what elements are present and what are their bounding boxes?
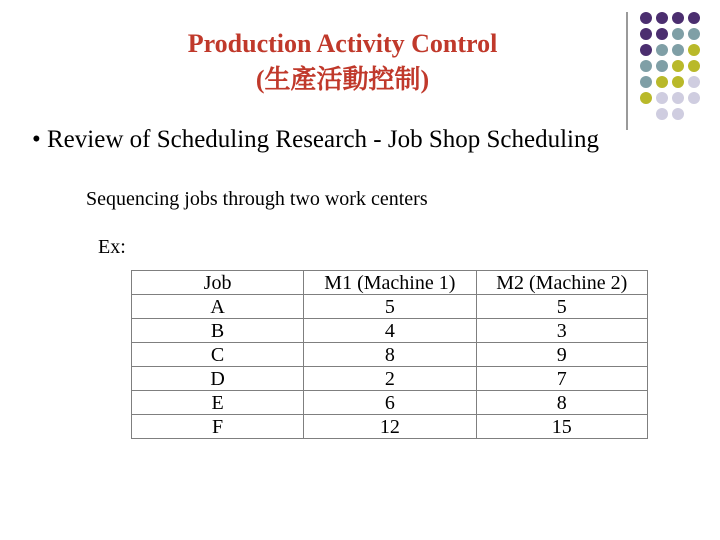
cell-job: E <box>132 391 304 415</box>
cell-job: F <box>132 415 304 439</box>
decorative-dot <box>688 60 700 72</box>
table-row <box>132 391 648 415</box>
subheading: Sequencing jobs through two work centers <box>86 188 428 210</box>
decorative-dot <box>672 60 684 72</box>
decorative-dot <box>672 44 684 56</box>
decorative-dot <box>672 12 684 24</box>
decorative-dot <box>640 28 652 40</box>
table-row <box>132 295 648 319</box>
decorative-dot <box>656 60 668 72</box>
cell-m2: 5 <box>476 295 647 319</box>
decorative-dot <box>672 76 684 88</box>
slide-title <box>120 26 565 98</box>
decorative-dot <box>640 44 652 56</box>
title-line-2: (生產活動控制) <box>255 65 430 94</box>
header-job: Job <box>132 271 304 295</box>
example-label: Ex: <box>98 236 126 258</box>
cell-job: C <box>132 343 304 367</box>
decorative-dot <box>672 108 684 120</box>
table-row <box>132 343 648 367</box>
decorative-dot <box>688 44 700 56</box>
job-times-table <box>131 270 648 439</box>
cell-m1: 6 <box>304 391 476 415</box>
decorative-dot <box>656 28 668 40</box>
decorative-dot <box>640 76 652 88</box>
header-m1: M1 (Machine 1) <box>304 271 476 295</box>
cell-m1: 8 <box>304 343 476 367</box>
cell-m1: 5 <box>304 295 476 319</box>
decorative-dot <box>640 60 652 72</box>
cell-m1: 4 <box>304 319 476 343</box>
decorative-dot <box>672 92 684 104</box>
cell-job: D <box>132 367 304 391</box>
decorative-divider-line <box>626 12 628 130</box>
decorative-dot <box>656 44 668 56</box>
table-header-row <box>132 271 648 295</box>
decorative-dot <box>656 108 668 120</box>
decorative-dot <box>656 12 668 24</box>
cell-m2: 9 <box>476 343 647 367</box>
header-m2: M2 (Machine 2) <box>476 271 647 295</box>
cell-job: B <box>132 319 304 343</box>
table-row <box>132 319 648 343</box>
decorative-dot <box>688 76 700 88</box>
decorative-dot <box>688 28 700 40</box>
decorative-dot <box>640 12 652 24</box>
cell-m1: 2 <box>304 367 476 391</box>
decorative-dot <box>688 12 700 24</box>
cell-m2: 7 <box>476 367 647 391</box>
decorative-dot <box>672 28 684 40</box>
decorative-dot <box>688 92 700 104</box>
table-row <box>132 415 648 439</box>
decorative-dot <box>656 76 668 88</box>
cell-m2: 15 <box>476 415 647 439</box>
cell-job: A <box>132 295 304 319</box>
title-line-1: Production Activity Control <box>187 29 498 58</box>
cell-m1: 12 <box>304 415 476 439</box>
decorative-dot <box>656 92 668 104</box>
bullet-point: • Review of Scheduling Research - Job Shop Scheduling <box>32 126 599 153</box>
decorative-dot-grid <box>638 12 718 112</box>
cell-m2: 8 <box>476 391 647 415</box>
decorative-dot <box>640 92 652 104</box>
table-row <box>132 367 648 391</box>
cell-m2: 3 <box>476 319 647 343</box>
